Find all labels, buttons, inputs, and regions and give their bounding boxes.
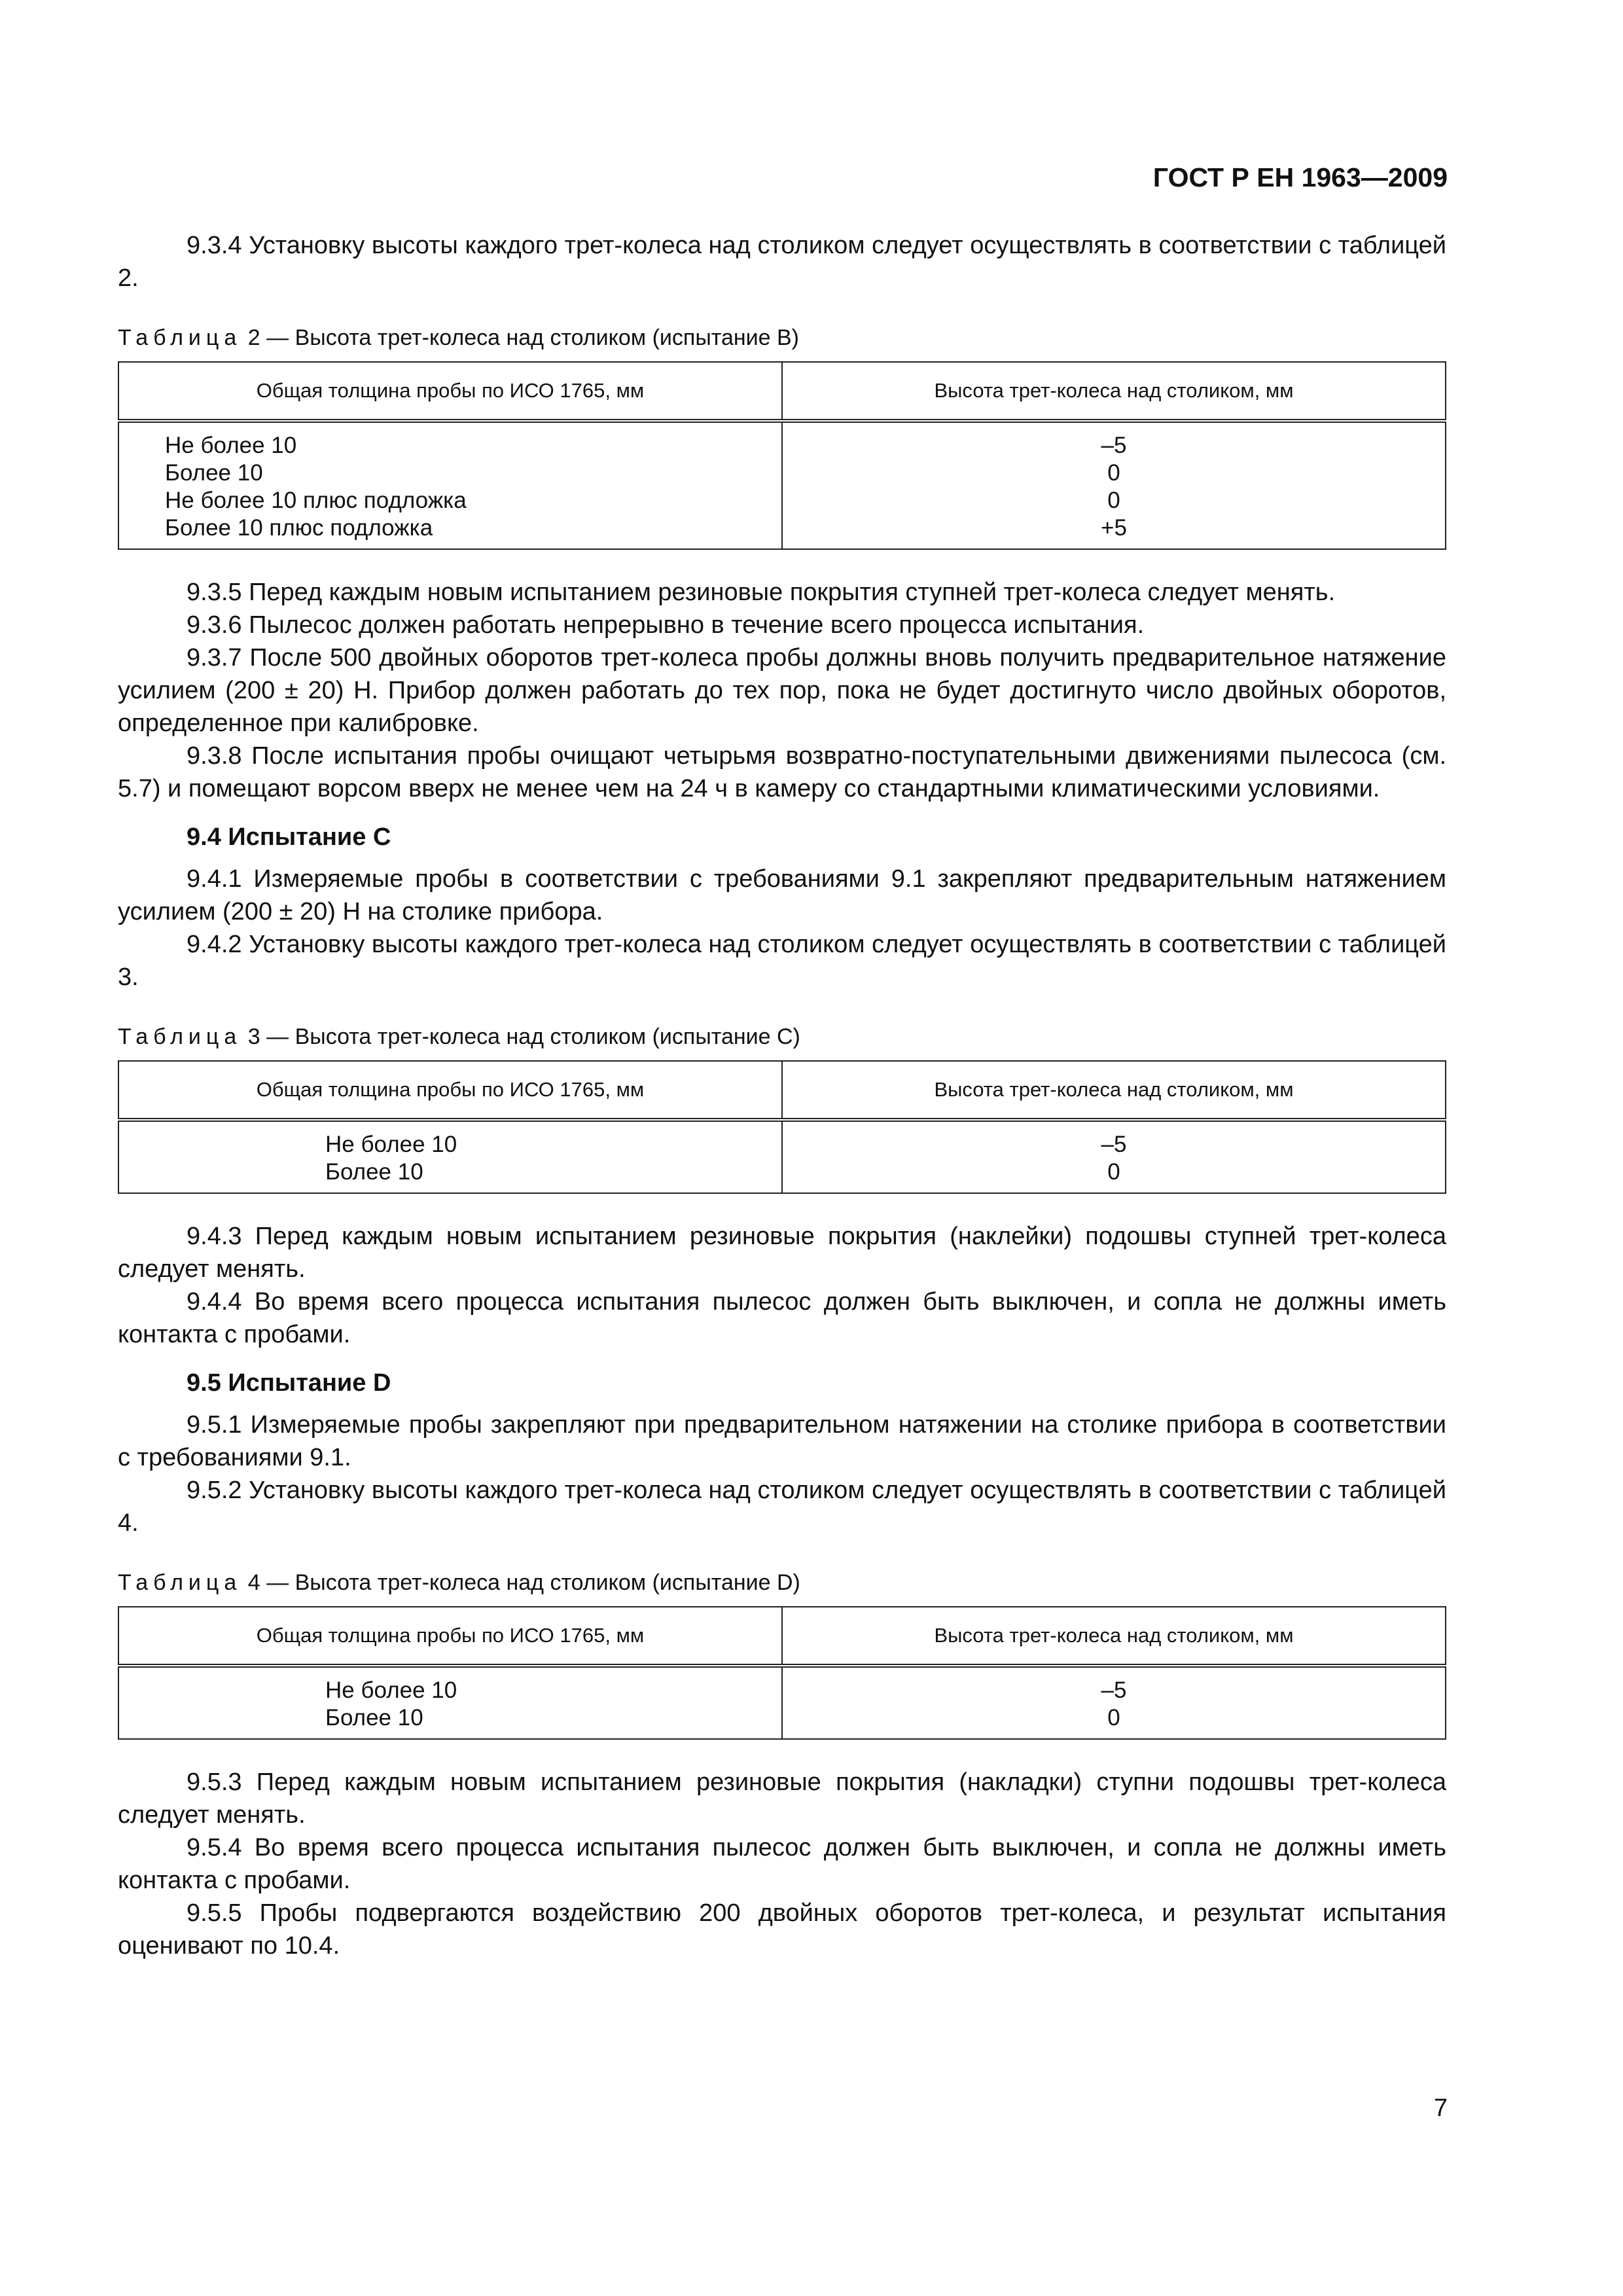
table-body-row xyxy=(118,421,1446,549)
table-number: 2 xyxy=(247,325,260,350)
thickness-cell xyxy=(118,1666,782,1739)
height-value: –5 xyxy=(1101,433,1127,458)
paragraph-9-4-4: 9.4.4 Во время всего процесса испытания пылесос должен быть выключен, и сопла не должны иметь контакта с пробами. xyxy=(118,1288,1446,1348)
table-word: Таблица xyxy=(118,1024,242,1049)
column-header-height: Высота трет-колеса над столиком, мм xyxy=(782,1607,1446,1666)
height-value: –5 xyxy=(1101,1677,1127,1703)
thickness-value: Более 10 плюс подложка xyxy=(165,515,433,541)
paragraph-9-3-4: 9.3.4 Установку высоты каждого трет-колеса над столиком следует осуществлять в соответствии с таблицей 2. xyxy=(118,232,1446,292)
column-header-thickness: Общая толщина пробы по ИСО 1765, мм xyxy=(118,362,782,421)
thickness-cell xyxy=(118,421,782,549)
paragraph-9-4-1: 9.4.1 Измеряемые пробы в соответствии с требованиями 9.1 закрепляют предварительным натяжением усилием (200 ± 20) Н на столике прибора. xyxy=(118,865,1446,925)
thickness-value: Более 10 xyxy=(325,1705,423,1731)
height-cell xyxy=(782,421,1446,549)
section-heading-9-5: 9.5 Испытание D xyxy=(187,1369,391,1397)
table-3 xyxy=(118,1060,1446,1194)
height-value: –5 xyxy=(1101,1132,1127,1157)
height-value: +5 xyxy=(1101,515,1127,541)
column-header-height: Высота трет-колеса над столиком, мм xyxy=(782,362,1446,421)
table-4 xyxy=(118,1606,1446,1740)
table-number: 4 xyxy=(247,1570,260,1595)
paragraph-9-5-4: 9.5.4 Во время всего процесса испытания пылесос должен быть выключен, и сопла не должны иметь контакта с пробами. xyxy=(118,1834,1446,1894)
thickness-value: Не более 10 xyxy=(165,433,297,458)
height-cell xyxy=(782,1120,1446,1193)
paragraph-9-4-2: 9.4.2 Установку высоты каждого трет-колеса над столиком следует осуществлять в соответствии с таблицей 3. xyxy=(118,931,1446,991)
paragraph-9-5-1: 9.5.1 Измеряемые пробы закрепляют при предварительном натяжении на столике прибора в соответствии с требованиями 9.1. xyxy=(118,1411,1446,1471)
column-header-height: Высота трет-колеса над столиком, мм xyxy=(782,1061,1446,1120)
paragraph-9-5-2: 9.5.2 Установку высоты каждого трет-колеса над столиком следует осуществлять в соответствии с таблицей 4. xyxy=(118,1477,1446,1537)
table-body-row xyxy=(118,1120,1446,1193)
thickness-value: Не более 10 xyxy=(325,1677,457,1703)
paragraph-9-3-6: 9.3.6 Пылесос должен работать непрерывно в течение всего процесса испытания. xyxy=(187,611,1145,639)
thickness-cell xyxy=(118,1120,782,1193)
height-value: 0 xyxy=(1107,488,1120,513)
table-header-row xyxy=(118,1061,1446,1120)
thickness-value: Не более 10 плюс подложка xyxy=(165,488,467,513)
thickness-value: Более 10 xyxy=(325,1159,423,1185)
paragraph-9-5-3: 9.5.3 Перед каждым новым испытанием резиновые покрытия (накладки) ступни подошвы трет-колеса следует менять. xyxy=(118,1768,1446,1829)
table-title: — Высота трет-колеса над столиком (испытание В) xyxy=(266,325,799,350)
table-word: Таблица xyxy=(118,1570,242,1595)
paragraph-9-3-8: 9.3.8 После испытания пробы очищают четырьмя возвратно-поступательными движениями пылесоса (см. 5.7) и помещают ворсом вверх не менее чем на 24 ч в камеру со стандартными климатическими условиями. xyxy=(118,742,1446,802)
table-body-row xyxy=(118,1666,1446,1739)
page-number: 7 xyxy=(1433,2094,1448,2122)
thickness-value: Не более 10 xyxy=(325,1132,457,1157)
paragraph-9-3-5: 9.3.5 Перед каждым новым испытанием резиновые покрытия ступней трет-колеса следует менять. xyxy=(187,579,1336,606)
height-value: 0 xyxy=(1107,1159,1120,1185)
table-2-caption xyxy=(118,323,1446,352)
table-4-caption xyxy=(118,1568,1446,1597)
table-word: Таблица xyxy=(118,325,242,350)
table-header-row xyxy=(118,1607,1446,1666)
height-value: 0 xyxy=(1107,460,1120,486)
paragraph-9-4-3: 9.4.3 Перед каждым новым испытанием резиновые покрытия (наклейки) подошвы ступней трет-колеса следует менять. xyxy=(118,1223,1446,1283)
table-2 xyxy=(118,361,1446,550)
document-code: ГОСТ Р ЕН 1963—2009 xyxy=(1152,162,1448,192)
height-value: 0 xyxy=(1107,1705,1120,1731)
column-header-thickness: Общая толщина пробы по ИСО 1765, мм xyxy=(118,1607,782,1666)
height-cell xyxy=(782,1666,1446,1739)
column-header-thickness: Общая толщина пробы по ИСО 1765, мм xyxy=(118,1061,782,1120)
paragraph-9-3-7: 9.3.7 После 500 двойных оборотов трет-колеса пробы должны вновь получить предварительное натяжение усилием (200 ± 20) Н. Прибор должен работать до тех пор, пока не будет достигнуто число двойных оборотов, определенное при калибровке. xyxy=(118,644,1446,737)
table-title: — Высота трет-колеса над столиком (испытание С) xyxy=(266,1024,800,1049)
thickness-value: Более 10 xyxy=(165,460,263,486)
paragraph-9-5-5: 9.5.5 Пробы подвергаются воздействию 200 двойных оборотов трет-колеса, и результат испытания оценивают по 10.4. xyxy=(118,1899,1446,1960)
table-header-row xyxy=(118,362,1446,421)
table-number: 3 xyxy=(247,1024,260,1049)
section-heading-9-4: 9.4 Испытание С xyxy=(187,823,391,851)
table-title: — Высота трет-колеса над столиком (испытание D) xyxy=(266,1570,800,1595)
table-3-caption xyxy=(118,1022,1446,1051)
page-content xyxy=(118,229,1446,1962)
